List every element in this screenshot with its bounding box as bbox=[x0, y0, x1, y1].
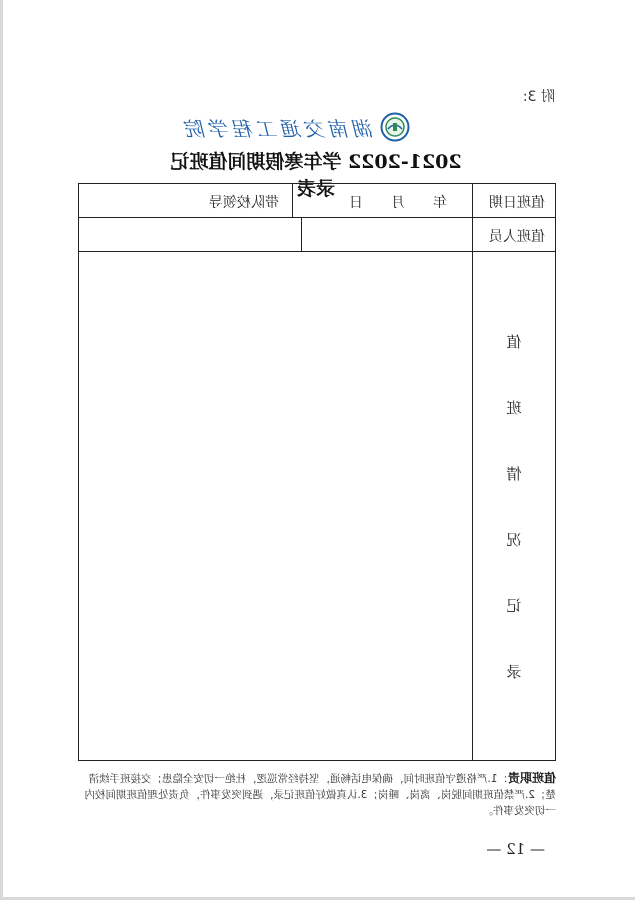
record-label-char: 情 bbox=[506, 465, 522, 483]
date-leader-divider bbox=[292, 184, 293, 217]
duty-staff-label: 值班人员 bbox=[489, 229, 545, 245]
notes-heading: 值班职责 bbox=[507, 771, 556, 785]
school-emblem-icon bbox=[380, 112, 410, 142]
record-label-char: 录 bbox=[506, 663, 522, 681]
record-label-char: 值 bbox=[506, 333, 522, 351]
duty-notes bbox=[76, 770, 556, 819]
school-name: 湖南交通工程学院 bbox=[182, 116, 374, 141]
page-number: — 12 — bbox=[486, 840, 545, 858]
duty-record-form bbox=[78, 183, 556, 761]
row-divider bbox=[79, 217, 555, 218]
notes-text: ：1.严格遵守值班时间，确保电话畅通，坚持经常巡逻，杜绝一切安全隐患；交接班手续清楚；2.严禁值班期间脱岗、离岗、睡岗；3.认真做好值班记录，遇到突发事件，负责处理值班期间校内一切突发事件。 bbox=[84, 773, 556, 817]
annex-label: 附 3: bbox=[522, 89, 555, 105]
date-field[interactable]: 年 月 日 bbox=[349, 195, 447, 211]
record-label-char: 记 bbox=[506, 597, 522, 615]
school-logo bbox=[182, 112, 410, 142]
duty-date-label: 值班日期 bbox=[489, 195, 545, 211]
leader-label: 带队校领导 bbox=[209, 195, 279, 211]
staff-divider bbox=[301, 217, 302, 251]
record-label-column bbox=[473, 251, 555, 760]
page-title: 2021-2022 学年寒假期间值班记录表 bbox=[170, 151, 462, 200]
record-label-char: 班 bbox=[506, 399, 522, 417]
record-label-char: 况 bbox=[506, 531, 522, 549]
